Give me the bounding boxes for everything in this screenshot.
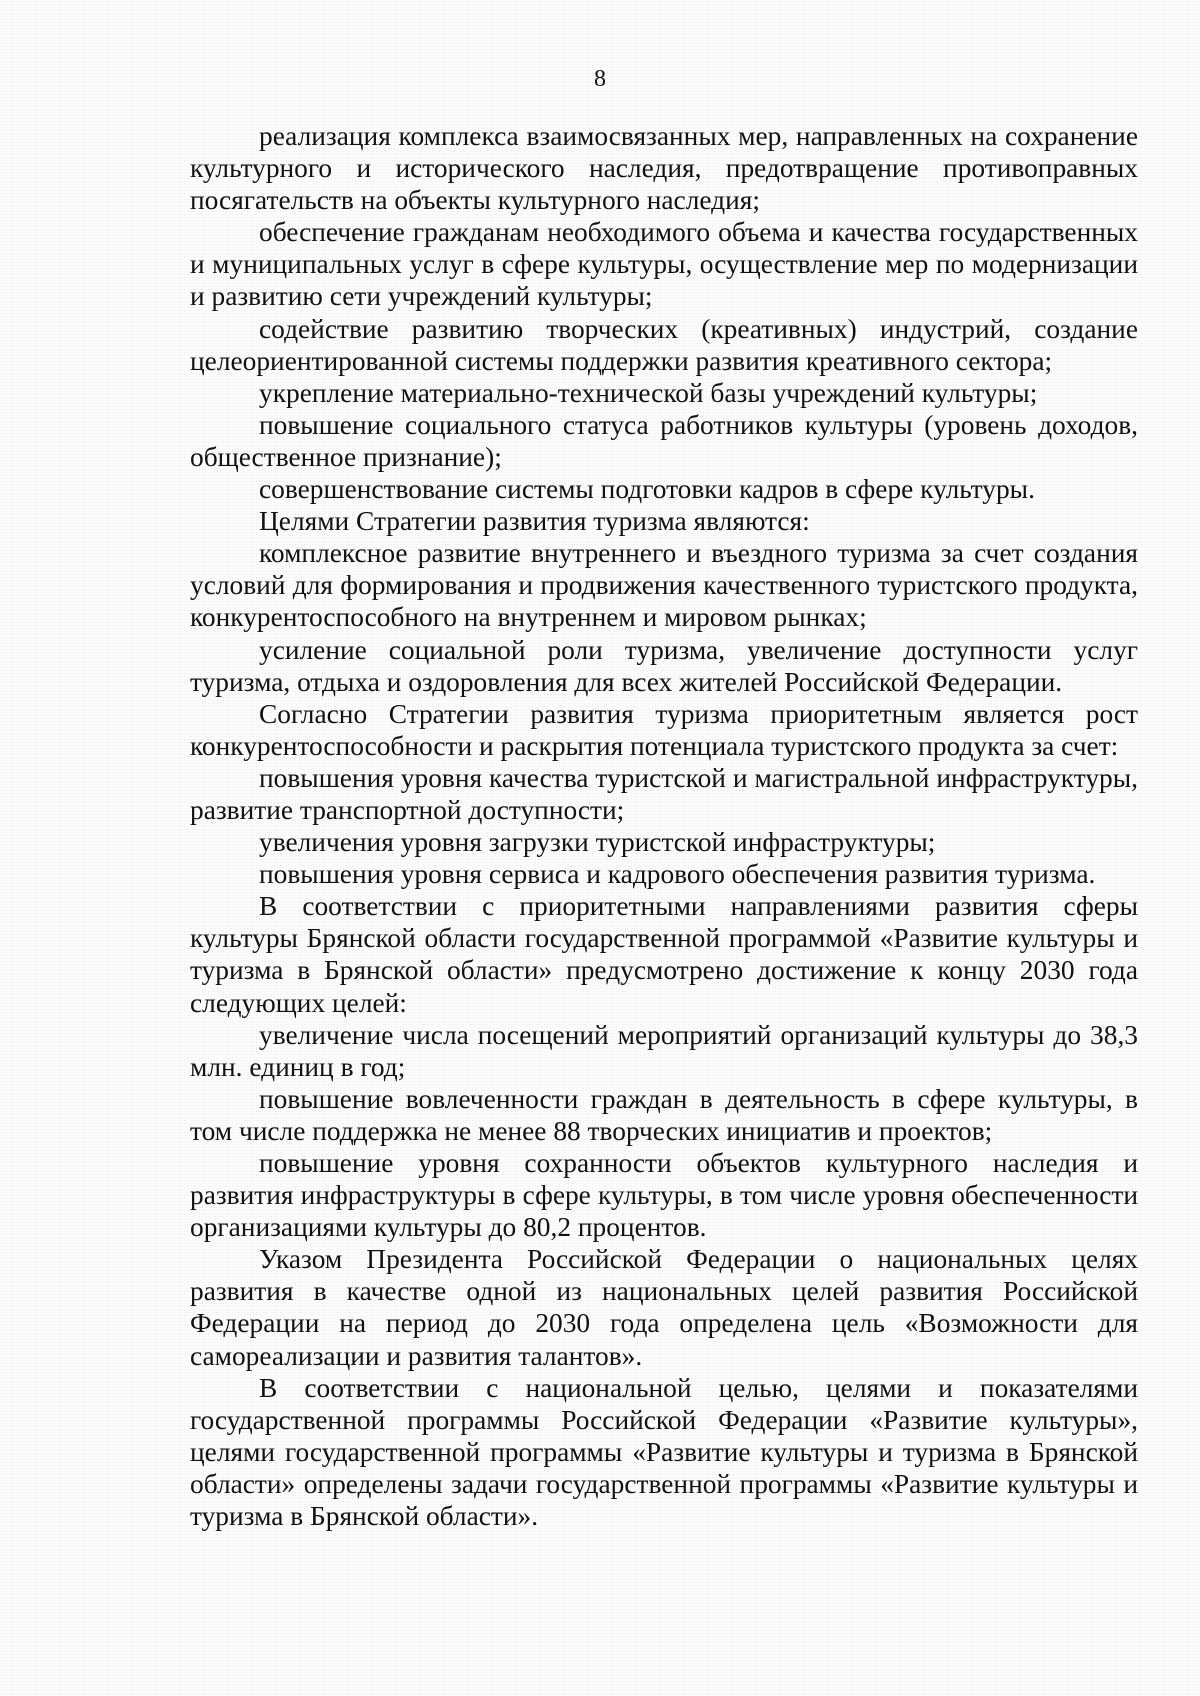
paragraph: укрепление материально-технической базы учреждений культуры; (259, 377, 1038, 408)
paragraph: повышения уровня сервиса и кадрового обеспечения развития туризма. (259, 859, 1096, 890)
paragraph: повышение вовлеченности граждан в деятельность в сфере культуры, в том числе поддержка не менее 88 творческих инициатив и проектов; (190, 1083, 1138, 1146)
paragraph: комплексное развитие внутреннего и въездного туризма за счет создания условий для формирования и продвижения качественного туристского продукта, конкурентоспособного на внутреннем и мировом рынках; (190, 538, 1138, 633)
page-number: 8 (594, 66, 606, 92)
paragraph: повышение уровня сохранности объектов культурного наследия и развития инфраструктуры в сфере культуры, в том числе уровня обеспеченности организациями культуры до 80,2 процентов. (190, 1148, 1138, 1243)
paragraph: усиление социальной роли туризма, увеличение доступности услуг туризма, отдыха и оздоровления для всех жителей Российской Федерации. (190, 634, 1138, 697)
paragraph: Согласно Стратегии развития туризма приоритетным является рост конкурентоспособности и раскрытия потенциала туристского продукта за счет: (190, 698, 1138, 761)
paragraph: обеспечение гражданам необходимого объема и качества государственных и муниципальных услуг в сфере культуры, осуществление мер по модернизации и развитию сети учреждений культуры; (190, 217, 1138, 312)
paragraph: Целями Стратегии развития туризма являются: (259, 506, 810, 537)
paragraph: В соответствии с приоритетными направлениями развития сферы культуры Брянской области государственной программой «Развитие культуры и туризма в Брянской области» предусмотрено достижение к концу 2030 года следующих целей: (190, 891, 1138, 1018)
paragraph: повышение социального статуса работников культуры (уровень доходов, общественное признание); (190, 409, 1138, 472)
paragraph: увеличение числа посещений мероприятий организаций культуры до 38,3 млн. единиц в год; (190, 1019, 1138, 1082)
body-text (190, 120, 1138, 1532)
paragraph: содействие развитию творческих (креативных) индустрий, создание целеориентированной системы поддержки развития креативного сектора; (190, 313, 1138, 376)
paragraph: реализация комплекса взаимосвязанных мер, направленных на сохранение культурного и исторического наследия, предотвращение противоправных посягательств на объекты культурного наследия; (190, 121, 1138, 216)
paragraph: совершенствование системы подготовки кадров в сфере культуры. (259, 474, 1035, 505)
paragraph: повышения уровня качества туристской и магистральной инфраструктуры, развитие транспортной доступности; (190, 762, 1138, 825)
paragraph: Указом Президента Российской Федерации о национальных целях развития в качестве одной из национальных целей развития Российской Федерации на период до 2030 года определена цель «Возможности для самореализации и развития талантов». (190, 1244, 1138, 1371)
paragraph: В соответствии с национальной целью, целями и показателями государственной программы Российской Федерации «Развитие культуры», целями государственной программы «Развитие культуры и туризма в Брянской области» определены задачи государственной программы «Развитие культуры и туризма в Брянской области». (190, 1372, 1138, 1532)
paragraph: увеличения уровня загрузки туристской инфраструктуры; (259, 827, 936, 858)
